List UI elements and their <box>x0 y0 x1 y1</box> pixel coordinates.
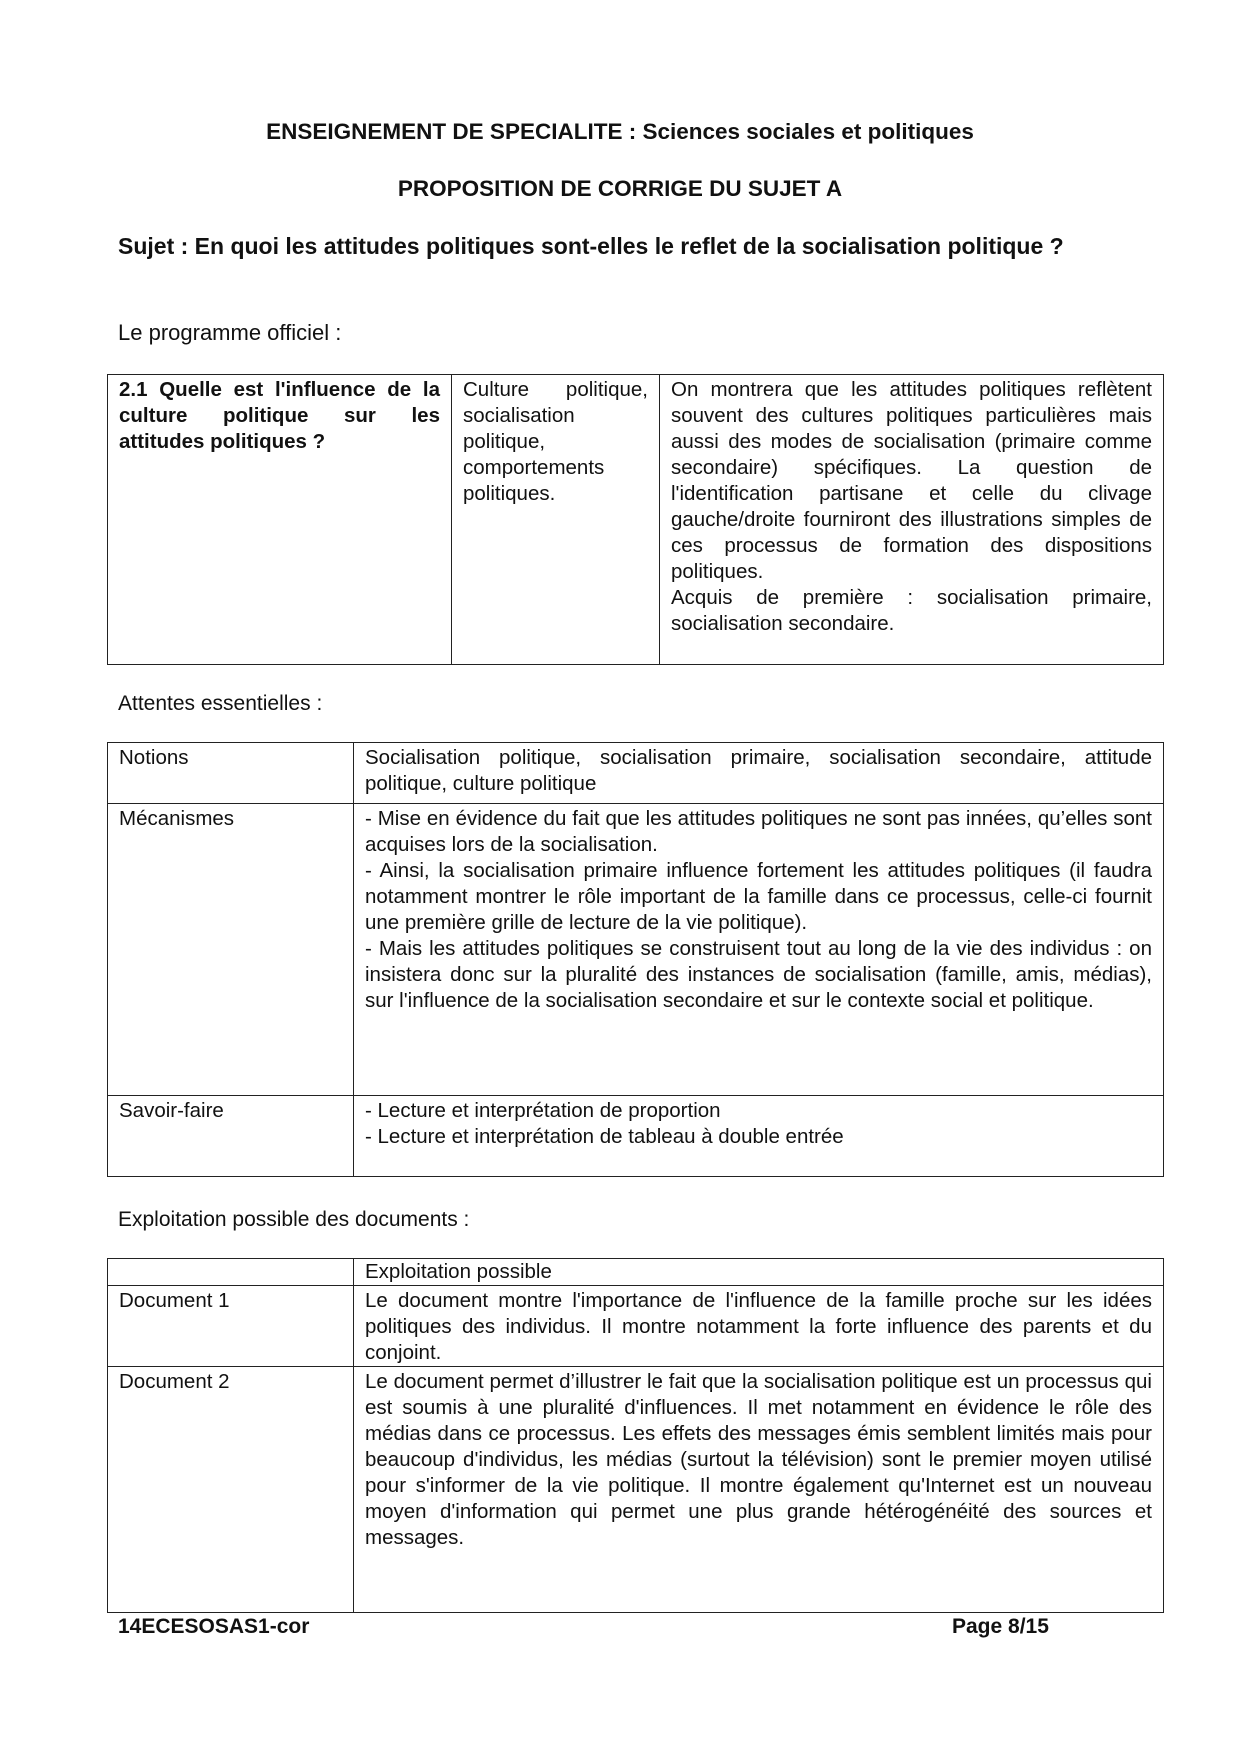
attentes-row-label: Notions <box>108 743 354 804</box>
attentes-row-label: Savoir-faire <box>108 1096 354 1177</box>
programme-indications-cell <box>660 375 1164 665</box>
exploitation-header-cell: Exploitation possible <box>354 1259 1164 1286</box>
subject-question: Sujet : En quoi les attitudes politiques sont-elles le reflet de la socialisation politique ? <box>118 233 1064 259</box>
programme-notions-cell: Culture politique, socialisation politique, comportements politiques. <box>452 375 660 665</box>
exploitation-row-label: Document 2 <box>108 1367 354 1613</box>
programme-question-cell: 2.1 Quelle est l'influence de la culture politique sur les attitudes politiques ? <box>108 375 452 665</box>
attentes-line: - Lecture et interprétation de tableau à double entrée <box>365 1125 844 1148</box>
programme-table <box>107 374 1164 665</box>
exploitation-row-document-1 <box>108 1286 1164 1367</box>
exploitation-row-text: Le document montre l'importance de l'influence de la famille proche sur les idées politiques des individus. Il montre notamment la forte influence des parents et du conjoint. <box>354 1286 1164 1367</box>
attentes-row-mecanismes <box>108 804 1164 1096</box>
programme-label: Le programme officiel : <box>118 320 342 345</box>
exploitation-label: Exploitation possible des documents : <box>118 1208 470 1231</box>
attentes-line: - Mise en évidence du fait que les attitudes politiques ne sont pas innées, qu’elles sont acquises lors de la socialisation. <box>365 807 1152 856</box>
programme-acquis-text: Acquis de première : socialisation primaire, socialisation secondaire. <box>671 586 1152 635</box>
attentes-table <box>107 742 1164 1177</box>
attentes-row-content <box>354 743 1164 804</box>
attentes-row-content <box>354 804 1164 1096</box>
exploitation-table <box>107 1258 1164 1613</box>
attentes-row-notions <box>108 743 1164 804</box>
footer-page-number: Page 8/15 <box>952 1615 1049 1638</box>
programme-indications-text: On montrera que les attitudes politiques reflètent souvent des cultures politiques particulières mais aussi des modes de socialisation (primaire comme secondaire) spécifiques. La question de l'identification partisane et celle du clivage gauche/droite fourniront des illustrations simples de ces processus de formation des dispositions politiques. <box>671 378 1152 583</box>
footer-code: 14ECESOSAS1-cor <box>118 1615 310 1638</box>
exploitation-header-row <box>108 1259 1164 1286</box>
document-subtitle: PROPOSITION DE CORRIGE DU SUJET A <box>397 176 843 201</box>
programme-row <box>108 375 1164 665</box>
attentes-line: - Ainsi, la socialisation primaire influence fortement les attitudes politiques (il faudra notamment montrer le rôle important de la famille dans ce processus, celle-ci fournit une première grille de lecture de la vie politique). <box>365 859 1152 934</box>
exploitation-header-empty <box>108 1259 354 1286</box>
attentes-line: Socialisation politique, socialisation primaire, socialisation secondaire, attitude politique, culture politique <box>365 746 1152 795</box>
attentes-row-label: Mécanismes <box>108 804 354 1096</box>
document-title: ENSEIGNEMENT DE SPECIALITE : Sciences sociales et politiques <box>266 119 974 144</box>
attentes-label: Attentes essentielles : <box>118 692 323 715</box>
attentes-line: - Mais les attitudes politiques se construisent tout au long de la vie des individus : on insistera donc sur la pluralité des instances de socialisation (famille, amis, médias), sur l'influence de la socialisation secondaire et sur le contexte social et politique. <box>365 937 1152 1012</box>
exploitation-row-label: Document 1 <box>108 1286 354 1367</box>
attentes-line: - Lecture et interprétation de proportion <box>365 1099 721 1122</box>
attentes-row-content <box>354 1096 1164 1177</box>
exploitation-row-text: Le document permet d’illustrer le fait que la socialisation politique est un processus qui est soumis à une pluralité d'influences. Il met notamment en évidence le rôle des médias dans ce processus. Les effets des messages émis semblent limités mais pour beaucoup d'individus, les médias (surtout la télévision) sont le premier moyen utilisé pour s'informer de la vie politique. Il montre également qu'Internet est un nouveau moyen d'information qui permet une plus grande hétérogénéité des sources et messages. <box>354 1367 1164 1613</box>
exploitation-row-document-2 <box>108 1367 1164 1613</box>
attentes-row-savoir-faire <box>108 1096 1164 1177</box>
